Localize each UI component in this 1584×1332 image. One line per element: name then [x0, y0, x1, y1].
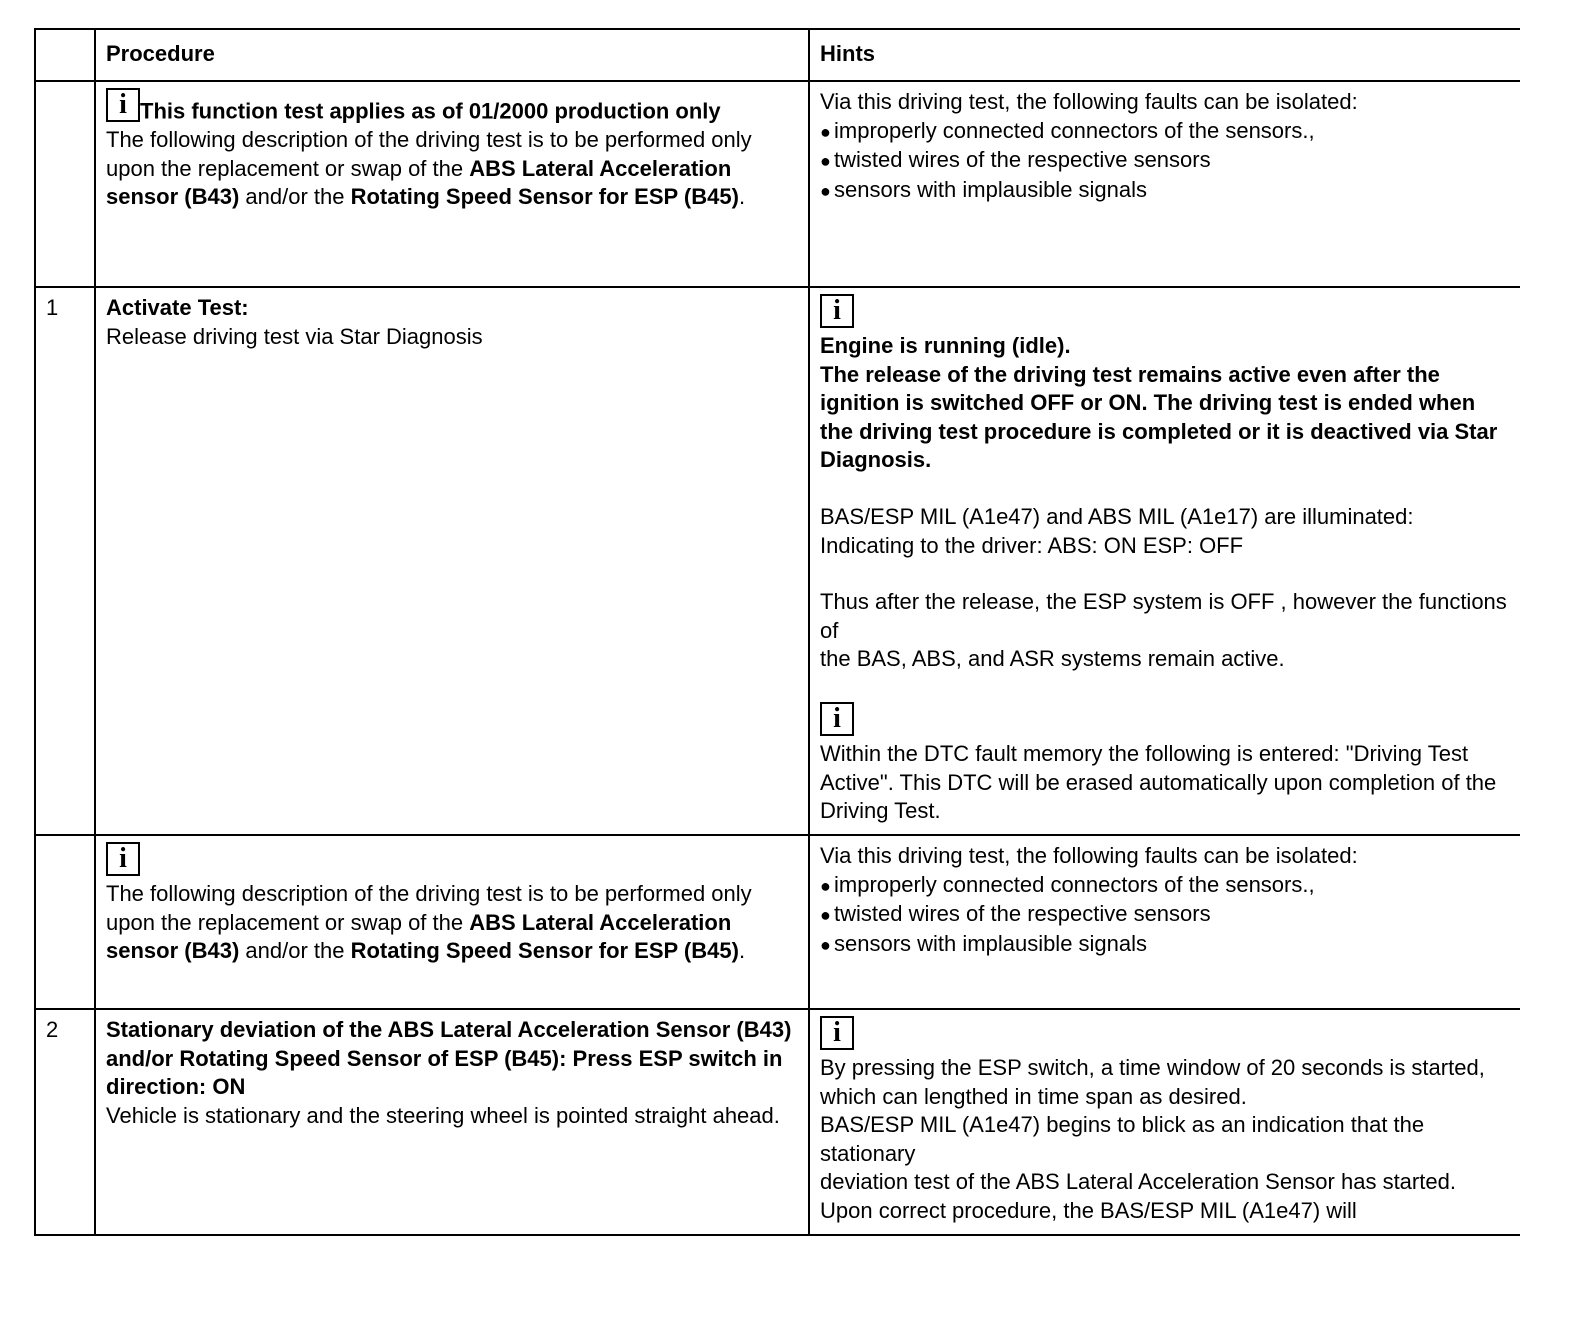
hints-intro: Via this driving test, the following faults can be isolated:	[820, 89, 1358, 114]
header-row	[35, 29, 1520, 81]
procedure-description: The following description of the driving test is to be performed only upon the replacement or swap of the ABS Lateral Acceleration sensor (B43) and/or the Rotating Speed Sensor for ESP (B45).	[106, 881, 752, 964]
hint-text: Indicating to the driver: ABS: ON ESP: OFF	[820, 532, 1244, 558]
info-icon: i	[106, 88, 140, 122]
procedure-heading: Activate Test:	[106, 295, 249, 320]
bullet-icon: ●	[820, 905, 831, 926]
procedure-heading: Stationary deviation of the ABS Lateral Acceleration Sensor (B43) and/or Rotating Speed Sensor of ESP (B45): Press ESP switch in direction: ON	[106, 1017, 792, 1100]
hints-cell	[809, 835, 1520, 1009]
procedure-text: Vehicle is stationary and the steering wheel is pointed straight ahead.	[106, 1102, 780, 1128]
hints-cell	[809, 1009, 1520, 1235]
info-icon: i	[820, 1016, 854, 1050]
hint-text: By pressing the ESP switch, a time window of 20 seconds is started,	[820, 1055, 1485, 1080]
bullet-icon: ●	[820, 875, 831, 896]
list-item: ● improperly connected connectors of the sensors.,	[820, 117, 1510, 147]
step-column-header	[35, 29, 95, 81]
hints-cell	[809, 287, 1520, 835]
hint-text: the BAS, ABS, and ASR systems remain active.	[820, 646, 1285, 672]
list-item: ● sensors with implausible signals	[820, 930, 1510, 960]
list-item: ● sensors with implausible signals	[820, 176, 1510, 206]
hint-text: Within the DTC fault memory the following is entered: "Driving Test Active". This DTC will be erased automatically upon completion of the Driving Test.	[820, 740, 1497, 824]
table-row	[35, 1009, 1520, 1235]
procedure-cell	[95, 287, 809, 835]
step-number: 1	[35, 287, 95, 835]
hint-text: which can lengthed in time span as desired.	[820, 1083, 1247, 1109]
procedure-cell	[95, 1009, 809, 1235]
list-item: ● twisted wires of the respective sensors	[820, 146, 1510, 176]
procedure-table	[34, 28, 1520, 1236]
procedure-cell	[95, 835, 809, 1009]
step-number	[35, 835, 95, 1009]
table-row	[35, 835, 1520, 1009]
procedure-heading: i This function test applies as of 01/2000 production only	[106, 88, 798, 126]
list-item: ● improperly connected connectors of the sensors.,	[820, 871, 1510, 901]
procedure-cell	[95, 81, 809, 287]
step-number: 2	[35, 1009, 95, 1235]
procedure-column-header: Procedure	[95, 29, 809, 81]
hint-text: BAS/ESP MIL (A1e47) and ABS MIL (A1e17) are illuminated:	[820, 503, 1414, 529]
procedure-text: Release driving test via Star Diagnosis	[106, 323, 483, 349]
hints-cell	[809, 81, 1520, 287]
hint-bold-line: Engine is running (idle).	[820, 333, 1071, 358]
bullet-icon: ●	[820, 934, 831, 955]
table-row	[35, 81, 1520, 287]
hint-bold-paragraph: The release of the driving test remains active even after the ignition is switched OFF or ON. The driving test is ended when the driving test procedure is completed or it is deactived via Star Diagnosis.	[820, 361, 1498, 473]
hint-text: Upon correct procedure, the BAS/ESP MIL (A1e47) will	[820, 1197, 1357, 1223]
bullet-icon: ●	[820, 151, 831, 172]
info-icon: i	[820, 294, 854, 328]
bullet-icon: ●	[820, 121, 831, 142]
hint-text: deviation test of the ABS Lateral Acceleration Sensor has started.	[820, 1169, 1456, 1195]
hint-text: BAS/ESP MIL (A1e47) begins to blick as an indication that the stationary	[820, 1112, 1425, 1166]
step-number	[35, 81, 95, 287]
info-icon: i	[106, 842, 140, 876]
hints-column-header: Hints	[809, 29, 1520, 81]
table-row	[35, 287, 1520, 835]
procedure-description: The following description of the driving test is to be performed only upon the replacement or swap of the ABS Lateral Acceleration sensor (B43) and/or the Rotating Speed Sensor for ESP (B45).	[106, 127, 752, 210]
bullet-icon: ●	[820, 180, 831, 201]
hints-intro: Via this driving test, the following faults can be isolated:	[820, 843, 1358, 868]
info-icon: i	[820, 702, 854, 736]
list-item: ● twisted wires of the respective sensors	[820, 900, 1510, 930]
hint-text: Thus after the release, the ESP system is OFF , however the functions of	[820, 589, 1507, 643]
document-page	[34, 28, 1520, 1292]
